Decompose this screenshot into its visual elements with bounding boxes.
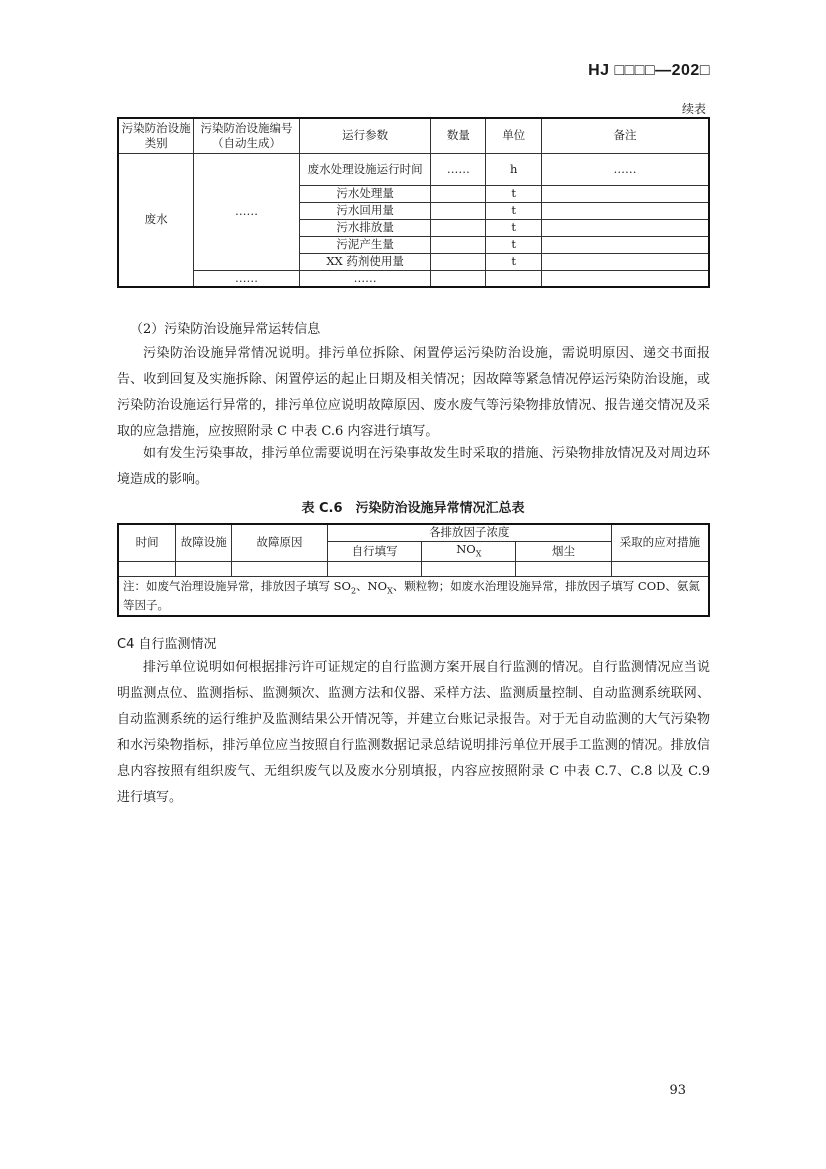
param-cell: 污水排放量 (299, 219, 431, 236)
table-note: 注：如废气治理设施异常，排放因子填写 $SO_2$、$NO_X$、颗粒物；如废水治理设施异常，排放因子填写 COD、氨氮等因子。 (118, 576, 709, 616)
param-cell: 污泥产生量 (299, 236, 431, 253)
remark-cell (542, 270, 709, 287)
header-remark: 备注 (542, 118, 709, 153)
header-fault-reason: 故障原因 (232, 524, 328, 561)
remark-cell (542, 253, 709, 270)
header-fault-facility: 故障设施 (176, 524, 232, 561)
table-row (118, 561, 709, 576)
header-self-fill: 自行填写 (327, 541, 422, 561)
header-category: 污染防治设施类别 (118, 118, 194, 153)
param-cell: 污水回用量 (299, 202, 431, 219)
section-heading-c4: C4 自行监测情况 (117, 637, 217, 652)
table-continued-label: 续表 (681, 102, 706, 116)
table-row (118, 270, 709, 287)
unit-cell: t (486, 202, 542, 219)
unit-cell (486, 270, 542, 287)
qty-cell (431, 202, 486, 219)
header-unit: 单位 (486, 118, 542, 153)
header-param: 运行参数 (299, 118, 431, 153)
facility-operation-table (117, 117, 710, 288)
table-row (118, 153, 709, 185)
header-facility-id: 污染防治设施编号（自动生成） (194, 118, 300, 153)
qty-cell (431, 270, 486, 287)
header-time: 时间 (118, 524, 176, 561)
param-cell: XX 药剂使用量 (299, 253, 431, 270)
paragraph: 污染防治设施异常情况说明。排污单位拆除、闲置停运污染防治设施，需说明原因、递交书面报告、收到回复及实施拆除、闲置停运的起止日期及相关情况；因故障等紧急情况停运污染防治设施，或污染防治设施运行异常的，排污单位应说明故障原因、废水废气等污染物排放情况、报告递交情况及采取的应急措施，应按照附录 C 中表 C.6 内容进行填写。 (117, 346, 710, 439)
header-measures: 采取的应对措施 (611, 524, 709, 561)
facility-id-cell: …… (194, 270, 300, 287)
facility-id-cell: …… (194, 153, 300, 270)
unit-cell: t (486, 236, 542, 253)
unit-cell: t (486, 219, 542, 236)
table-note-row (118, 576, 709, 616)
header-qty: 数量 (431, 118, 486, 153)
qty-cell (431, 236, 486, 253)
remark-cell (542, 236, 709, 253)
standard-number: HJ □□□□—202□ (588, 62, 710, 79)
param-cell: …… (299, 270, 431, 287)
header-nox: $NO_X$ (422, 541, 516, 561)
category-cell: 废水 (118, 153, 194, 287)
remark-cell (542, 185, 709, 202)
table-header-row (118, 118, 709, 153)
unit-cell: h (486, 153, 542, 185)
param-cell: 废水处理设施运行时间 (299, 153, 431, 185)
unit-cell: t (486, 185, 542, 202)
header-dust: 烟尘 (516, 541, 612, 561)
paragraph: 排污单位说明如何根据排污许可证规定的自行监测方案开展自行监测的情况。自行监测情况应当说明监测点位、监测指标、监测频次、监测方法和仪器、采样方法、监测质量控制、自动监测系统联网、自动监测系统的运行维护及监测结果公开情况等，并建立台账记录报告。对于无自动监测的大气污染物和水污染物指标，排污单位应当按照自行监测数据记录总结说明排污单位开展手工监测的情况。排放信息内容按照有组织废气、无组织废气以及废水分别填报，内容应按照附录 C 中表 C.7、C.8 以及 C.9 进行填写。 (117, 660, 710, 805)
header-emission-group: 各排放因子浓度 (327, 524, 611, 541)
paragraph: 如有发生污染事故，排污单位需要说明在污染事故发生时采取的措施、污染物排放情况及对周边环境造成的影响。 (117, 446, 710, 487)
qty-cell (431, 219, 486, 236)
table-caption: 表 C.6 污染防治设施异常情况汇总表 (301, 501, 525, 516)
section-heading: （2）污染防治设施异常运转信息 (130, 322, 321, 337)
remark-cell: …… (542, 153, 709, 185)
abnormal-summary-table (117, 523, 710, 617)
qty-cell (431, 253, 486, 270)
remark-cell (542, 219, 709, 236)
qty-cell (431, 185, 486, 202)
unit-cell: t (486, 253, 542, 270)
param-cell: 污水处理量 (299, 185, 431, 202)
table-header-row (118, 524, 709, 541)
page-number: 93 (669, 1083, 686, 1098)
qty-cell: …… (431, 153, 486, 185)
remark-cell (542, 202, 709, 219)
